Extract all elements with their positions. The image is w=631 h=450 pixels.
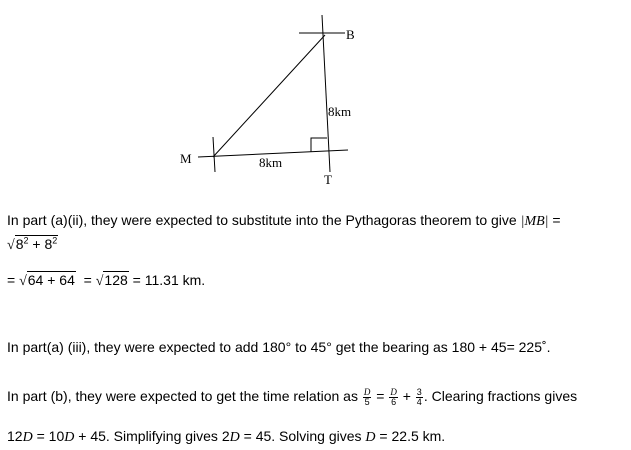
triangle-diagram [0, 0, 631, 200]
text-part-a-ii: In part (a)(ii), they were expected to substitute into the Pythagoras theorem to give [7, 212, 521, 228]
side-mt-label: 8km [259, 155, 283, 170]
text-simplify: + 45. Simplifying gives 2 [74, 428, 230, 444]
point-m-label: M [180, 151, 192, 166]
text-part-a-iii: In part(a) (iii), they were expected to add 180° to 45° get the bearing as 180 + 45= 225˚. [7, 339, 551, 355]
text-result: = 22.5 km. [375, 428, 446, 444]
point-t-label: T [324, 172, 332, 187]
radical-sign: √ [19, 274, 27, 289]
text-line-3 [7, 272, 205, 290]
equals-1: = [7, 272, 20, 288]
radicand-3: 128 [104, 272, 128, 288]
radicand-base: 8 [15, 236, 24, 252]
text-solving: = 45. Solving gives [239, 428, 366, 444]
frac-denominator: 6 [391, 397, 397, 407]
frac-numerator: D [363, 387, 371, 397]
radicand-plus: + 8 [28, 236, 53, 252]
exponent: 2 [23, 235, 29, 246]
coef-12: 12 [7, 428, 23, 444]
text-line-2 [7, 236, 58, 254]
fraction-d-over-5 [363, 388, 372, 407]
result-text: = 11.31 km. [128, 272, 206, 288]
mb-symbol: |MB| [520, 214, 549, 229]
exponent: 2 [52, 235, 58, 246]
right-angle-mark [311, 138, 327, 152]
var-d: D [229, 430, 240, 445]
text-line-5 [7, 388, 577, 407]
equals-2: = [75, 272, 96, 288]
var-d: D [64, 430, 75, 445]
frac-equals: = [372, 388, 389, 405]
frac-denominator: 5 [364, 397, 370, 407]
frac-plus: + [398, 388, 415, 405]
text-line-1 [7, 212, 561, 230]
side-bt-label: 8km [328, 104, 352, 119]
eq-10: = 10 [32, 428, 65, 444]
line-bt [322, 15, 330, 172]
var-d: D [365, 430, 376, 445]
text-line-4 [7, 339, 551, 355]
radicand-2: 64 + 64 [27, 272, 75, 288]
fraction-d-over-6 [389, 388, 398, 407]
fraction-3-over-4 [416, 388, 423, 407]
text-line-6 [7, 428, 445, 446]
var-d: D [22, 430, 33, 445]
line-mb [213, 35, 325, 157]
frac-denominator: 4 [416, 397, 422, 407]
equals-sign: = [548, 212, 561, 228]
text-clearing: . Clearing fractions gives [423, 388, 578, 405]
radicand-1 [15, 235, 59, 252]
text-part-b: In part (b), they were expected to get the time relation as [7, 388, 362, 405]
frac-numerator: D [390, 387, 397, 397]
point-b-label: B [346, 27, 355, 42]
frac-numerator: 3 [416, 387, 422, 397]
radical-sign: √ [7, 238, 15, 253]
radical-sign: √ [95, 274, 104, 289]
